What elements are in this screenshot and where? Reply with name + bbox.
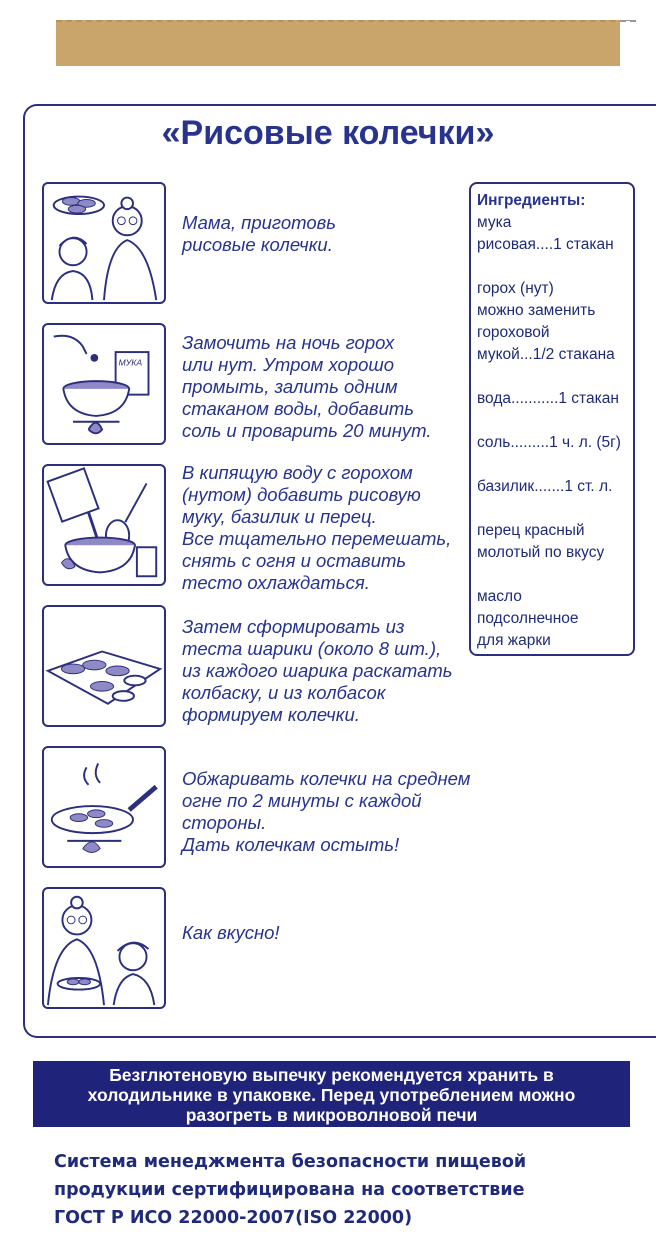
step-5-text: Обжаривать колечки на среднем огне по 2 минуты с каждой стороны. Дать колечкам остыть!: [182, 768, 471, 855]
ingredient-item: масло подсолнечное для жарки: [477, 588, 579, 649]
ingredients-title: Ингредиенты:: [477, 192, 586, 209]
cut-line-tail: [620, 20, 636, 21]
step-4-text: Затем сформировать из теста шарики (около 8 шт.), из каждого шарика раскатать колбаску, и из колбасок формируем колечки.: [182, 616, 453, 725]
step-6-illustration: [42, 887, 166, 1009]
step-3-illustration: [42, 464, 166, 586]
storage-note-banner: Безглютеновую выпечку рекомендуется хранить в холодильнике в упаковке. Перед употреблением можно разогреть в микроволновой печи: [33, 1061, 630, 1127]
step-4-illustration: [42, 605, 166, 727]
step-2-text: Замочить на ночь горох или нут. Утром хорошо промыть, залить одним стаканом воды, добавить соль и проварить 20 минут.: [182, 332, 432, 441]
ingredient-item: горох (нут) можно заменить гороховой мукой...1/2 стакана: [477, 280, 615, 363]
step-2-illustration: [42, 323, 166, 445]
ingredients-panel: [469, 182, 635, 656]
cutting-board-icon: [44, 607, 164, 725]
top-tan-band: [56, 20, 620, 66]
ingredient-item: базилик.......1 ст. л.: [477, 478, 613, 495]
ingredient-item: перец красный молотый по вкусу: [477, 522, 605, 561]
ingredient-item: мука рисовая....1 стакан: [477, 214, 614, 253]
ingredient-item: вода...........1 стакан: [477, 390, 619, 407]
certification-text: Система менеджмента безопасности пищевой продукции сертифицирована на соответствие ГОСТ Р ИСО 22000-2007(ISO 22000): [54, 1152, 527, 1228]
mother-and-child-eating-icon: [44, 889, 164, 1007]
ingredient-item: соль.........1 ч. л. (5г): [477, 434, 621, 451]
frying-pan-icon: [44, 748, 164, 866]
cut-line: [56, 20, 636, 22]
recipe-title: «Рисовые колечки»: [161, 114, 495, 152]
step-1-text: Мама, приготовь рисовые колечки.: [182, 212, 336, 255]
step-6-text: Как вкусно!: [182, 922, 280, 943]
step-1-illustration: [42, 182, 166, 304]
flour-bag-label: МУКА: [118, 357, 143, 368]
step-3-text: В кипящую воду с горохом (нутом) добавить рисовую муку, базилик и перец. Все тщательно перемешать, снять с огня и оставить тесто охлаждаться.: [182, 462, 452, 593]
child-and-mother-icon: [44, 184, 164, 302]
pot-on-stove-icon: [44, 325, 164, 443]
step-5-illustration: [42, 746, 166, 868]
mixing-bowl-icon: [44, 466, 164, 584]
